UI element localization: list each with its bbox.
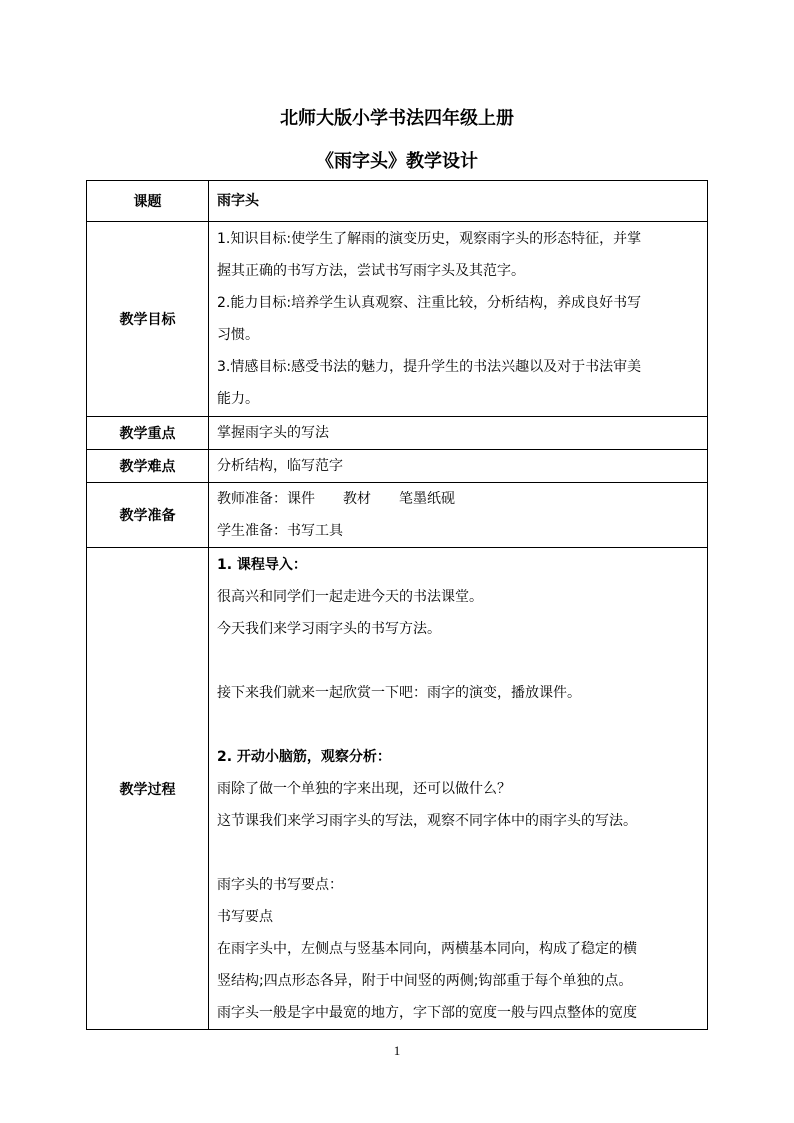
goal-line: 1.知识目标:使学生了解雨的演变历史，观察雨字头的形态特征，并掌 <box>217 231 642 247</box>
process-line: 雨除了做一个单独的字来出现，还可以做什么？ <box>217 781 511 797</box>
process-line: 雨字头的书写要点： <box>217 877 343 893</box>
goal-line: 2.能力目标:培养学生认真观察、注重比较，分析结构，养成良好书写 <box>217 295 642 311</box>
table-row-key-point <box>87 417 708 450</box>
process-line: 在雨字头中，左侧点与竖基本同向，两横基本同向，构成了稳定的横 <box>217 941 637 957</box>
table-row-preparation <box>87 483 708 548</box>
process-line <box>217 645 701 677</box>
topic-label: 课题 <box>87 181 209 222</box>
process-line <box>217 709 701 741</box>
process-line: 书写要点 <box>217 909 273 925</box>
table-row-process <box>87 548 708 1030</box>
process-label: 教学过程 <box>87 548 209 1030</box>
process-section-heading: 1. 课程导入： <box>217 557 307 573</box>
goal-line: 3.情感目标:感受书法的魅力，提升学生的书法兴趣以及对于书法审美 <box>217 359 642 375</box>
table-row-topic <box>87 181 708 222</box>
table-row-goals <box>87 222 708 417</box>
goal-line: 能力。 <box>217 391 259 407</box>
process-line: 雨字头一般是字中最宽的地方，字下部的宽度一般与四点整体的宽度 <box>217 1005 637 1021</box>
document-title: 北师大版小学书法四年级上册 <box>280 108 514 129</box>
process-section-heading: 2. 开动小脑筋，观察分析： <box>217 749 391 765</box>
lesson-plan-table <box>86 180 708 1030</box>
process-line: 很高兴和同学们一起走进今天的书法课堂。 <box>217 589 483 605</box>
preparation-label: 教学准备 <box>87 483 209 548</box>
process-line: 竖结构;四点形态各异，附于中间竖的两侧;钩部重于每个单独的点。 <box>217 973 633 989</box>
process-line <box>217 837 701 869</box>
difficulty-value: 分析结构，临写范字 <box>217 458 343 474</box>
student-preparation: 学生准备：书写工具 <box>217 523 343 539</box>
teacher-preparation: 教师准备：课件 教材 笔墨纸砚 <box>217 491 455 507</box>
goals-label: 教学目标 <box>87 222 209 417</box>
table-row-difficulty <box>87 450 708 483</box>
key-point-label: 教学重点 <box>87 417 209 450</box>
goal-line: 握其正确的书写方法，尝试书写雨字头及其范字。 <box>217 263 525 279</box>
key-point-value: 掌握雨字头的写法 <box>217 425 329 441</box>
difficulty-label: 教学难点 <box>87 450 209 483</box>
process-line: 这节课我们来学习雨字头的写法，观察不同字体中的雨字头的写法。 <box>217 813 637 829</box>
page-number: 1 <box>393 1043 401 1058</box>
document-subtitle: 《雨字头》教学设计 <box>316 151 478 172</box>
process-line: 今天我们来学习雨字头的书写方法。 <box>217 621 441 637</box>
topic-value: 雨字头 <box>217 193 259 209</box>
goal-line: 习惯。 <box>217 327 259 343</box>
process-line: 接下来我们就来一起欣赏一下吧：雨字的演变，播放课件。 <box>217 685 581 701</box>
